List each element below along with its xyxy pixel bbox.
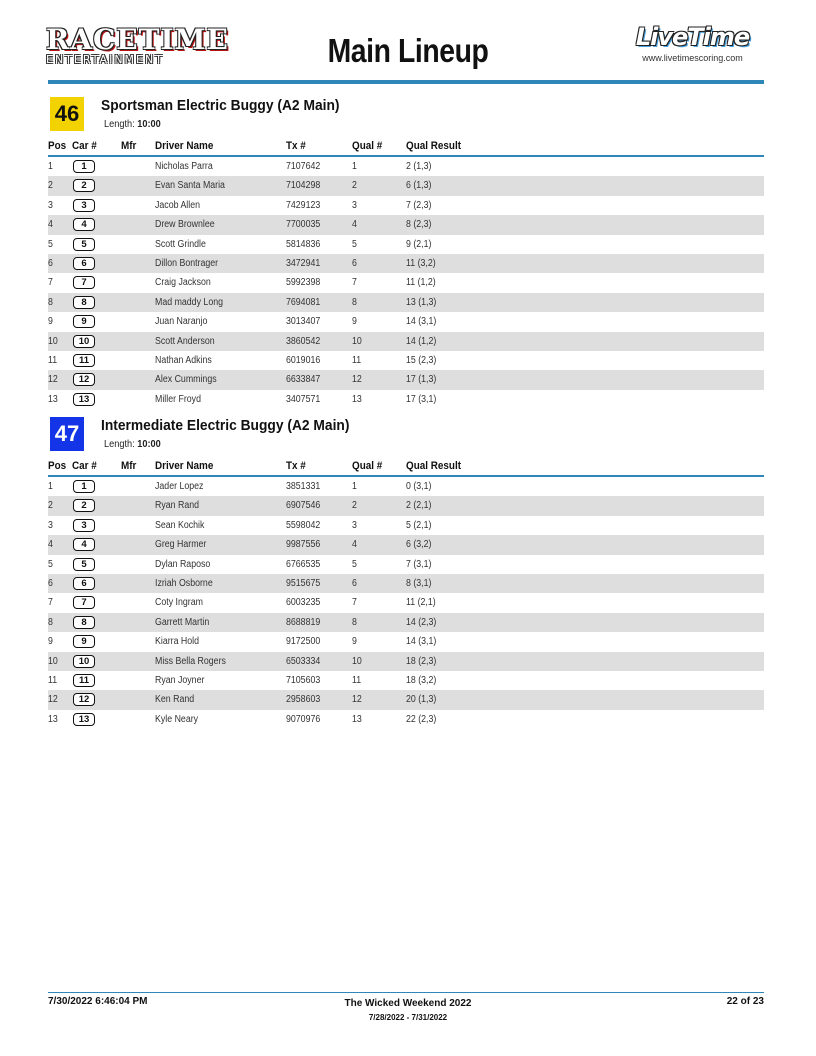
qual-cell: 3 [352, 199, 357, 211]
table-row [48, 593, 764, 612]
driver-name-cell: Scott Anderson [155, 335, 215, 347]
pos-cell: 3 [48, 519, 53, 531]
table-row [48, 652, 764, 671]
qual-cell: 13 [352, 713, 362, 725]
qual-result-cell: 17 (1,3) [406, 374, 437, 386]
table-row [48, 477, 764, 496]
driver-name-cell: Sean Kochik [155, 519, 205, 531]
qual-result-cell: 14 (1,2) [406, 335, 437, 347]
table-row [48, 273, 764, 292]
car-number-badge: 9 [73, 315, 95, 328]
car-number-badge: 4 [73, 218, 95, 231]
table-row [48, 496, 764, 515]
tx-cell: 6907546 [286, 500, 321, 512]
qual-cell: 5 [352, 238, 357, 250]
table-header [48, 138, 764, 157]
car-number-badge: 11 [73, 674, 95, 687]
pos-cell: 5 [48, 238, 53, 250]
pos-cell: 12 [48, 374, 58, 386]
table-row [48, 710, 764, 729]
qual-cell: 2 [352, 180, 357, 192]
pos-cell: 4 [48, 539, 53, 551]
qual-cell: 4 [352, 539, 357, 551]
livetime-logo-text: LiveTime [635, 23, 750, 51]
pos-cell: 9 [48, 636, 53, 648]
event-length-label: Length: [104, 439, 135, 450]
pos-cell: 11 [48, 674, 58, 686]
col-car: Car # [72, 140, 97, 152]
tx-cell: 6503334 [286, 655, 321, 667]
qual-result-cell: 2 (1,3) [406, 161, 432, 172]
driver-name-cell: Ken Rand [155, 694, 195, 706]
qual-cell: 11 [352, 674, 362, 686]
qual-cell: 13 [352, 393, 362, 405]
tx-cell: 3851331 [286, 481, 321, 492]
col-driver: Driver Name [155, 460, 214, 472]
driver-name-cell: Ryan Joyner [155, 674, 205, 686]
driver-name-cell: Jader Lopez [155, 481, 204, 492]
pos-cell: 1 [48, 481, 53, 492]
table-row [48, 574, 764, 593]
qual-cell: 10 [352, 655, 362, 667]
printed-timestamp: 7/30/2022 6:46:04 PM [48, 996, 148, 1007]
qual-result-cell: 6 (3,2) [406, 539, 432, 551]
driver-name-cell: Miller Froyd [155, 393, 201, 405]
qual-cell: 8 [352, 616, 357, 628]
qual-cell: 1 [352, 161, 357, 172]
lineup-table-body [48, 157, 764, 409]
footer-divider [48, 992, 764, 993]
qual-result-cell: 11 (2,1) [406, 597, 436, 609]
qual-cell: 9 [352, 316, 357, 328]
table-row [48, 632, 764, 651]
table-row [48, 671, 764, 690]
car-number-badge: 6 [73, 257, 95, 270]
qual-result-cell: 14 (2,3) [406, 616, 437, 628]
qual-result-cell: 15 (2,3) [406, 354, 437, 366]
tx-cell: 6019016 [286, 354, 321, 366]
driver-name-cell: Coty Ingram [155, 597, 203, 609]
page-number: 22 of 23 [726, 996, 764, 1007]
pos-cell: 5 [48, 558, 53, 570]
tx-cell: 7694081 [286, 296, 321, 308]
car-number-badge: 1 [73, 160, 95, 173]
table-row [48, 235, 764, 254]
qual-cell: 7 [352, 597, 357, 609]
table-row [48, 555, 764, 574]
col-tx: Tx # [286, 460, 306, 472]
table-row [48, 390, 764, 409]
event-length-label: Length: [104, 119, 135, 130]
qual-cell: 6 [352, 257, 357, 269]
qual-cell: 12 [352, 374, 362, 386]
driver-name-cell: Greg Harmer [155, 539, 207, 551]
driver-name-cell: Kiarra Hold [155, 636, 200, 648]
driver-name-cell: Izriah Osborne [155, 577, 213, 589]
event-length-value: 10:00 [137, 439, 161, 450]
table-row [48, 157, 764, 176]
pos-cell: 11 [48, 354, 58, 366]
driver-name-cell: Drew Brownlee [155, 219, 215, 231]
driver-name-cell: Garrett Martin [155, 616, 210, 628]
qual-result-cell: 18 (2,3) [406, 655, 437, 667]
tx-cell: 5598042 [286, 519, 321, 531]
car-number-badge: 13 [73, 393, 95, 406]
pos-cell: 8 [48, 296, 53, 308]
header-divider [48, 80, 764, 84]
table-row [48, 613, 764, 632]
car-number-badge: 10 [73, 655, 95, 668]
qual-result-cell: 8 (3,1) [406, 577, 432, 589]
driver-name-cell: Nicholas Parra [155, 161, 213, 172]
tx-cell: 7429123 [286, 199, 321, 211]
tx-cell: 8688819 [286, 616, 321, 628]
qual-cell: 5 [352, 558, 357, 570]
footer-event-dates: 7/28/2022 - 7/31/2022 [368, 1013, 448, 1022]
car-number-badge: 12 [73, 373, 95, 386]
car-number-badge: 11 [73, 354, 95, 367]
qual-result-cell: 22 (2,3) [406, 713, 437, 725]
car-number-badge: 13 [73, 713, 95, 726]
tx-cell: 7104298 [286, 180, 321, 192]
car-number-badge: 8 [73, 296, 95, 309]
table-row [48, 690, 764, 709]
qual-result-cell: 11 (1,2) [406, 277, 436, 289]
driver-name-cell: Juan Naranjo [155, 316, 208, 328]
tx-cell: 9515675 [286, 577, 321, 589]
pos-cell: 8 [48, 616, 53, 628]
tx-cell: 6003235 [286, 597, 321, 609]
event-number-badge: 47 [50, 417, 84, 451]
qual-cell: 1 [352, 481, 357, 492]
event-title: Intermediate Electric Buggy (A2 Main) [101, 417, 350, 434]
qual-result-cell: 13 (1,3) [406, 296, 437, 308]
qual-cell: 9 [352, 636, 357, 648]
livetime-logo [620, 24, 765, 63]
lineup-table-body [48, 477, 764, 729]
qual-result-cell: 9 (2,1) [406, 238, 432, 250]
qual-result-cell: 7 (3,1) [406, 558, 432, 570]
qual-result-cell: 2 (2,1) [406, 500, 432, 512]
pos-cell: 7 [48, 277, 53, 289]
col-pos: Pos [48, 460, 67, 472]
table-row [48, 312, 764, 331]
qual-result-cell: 11 (3,2) [406, 257, 436, 269]
driver-name-cell: Craig Jackson [155, 277, 211, 289]
table-row [48, 196, 764, 215]
pos-cell: 7 [48, 597, 53, 609]
car-number-badge: 1 [73, 480, 95, 493]
event-length [104, 439, 161, 450]
col-car: Car # [72, 460, 97, 472]
qual-cell: 12 [352, 694, 362, 706]
tx-cell: 9172500 [286, 636, 321, 648]
pos-cell: 2 [48, 180, 53, 192]
car-number-badge: 9 [73, 635, 95, 648]
tx-cell: 5814836 [286, 238, 321, 250]
racetime-logo-text: RACETIME [46, 23, 229, 56]
table-row [48, 332, 764, 351]
pos-cell: 9 [48, 316, 53, 328]
qual-cell: 10 [352, 335, 362, 347]
event-number-badge: 46 [50, 97, 84, 131]
col-mfr: Mfr [121, 460, 137, 472]
qual-result-cell: 20 (1,3) [406, 694, 437, 706]
qual-result-cell: 14 (3,1) [406, 636, 437, 648]
col-qual-result: Qual Result [406, 460, 462, 472]
pos-cell: 10 [48, 655, 58, 667]
event-length [104, 119, 161, 130]
driver-name-cell: Dylan Raposo [155, 558, 211, 570]
driver-name-cell: Jacob Allen [155, 199, 201, 211]
qual-result-cell: 17 (3,1) [406, 393, 437, 405]
footer-event [0, 998, 816, 1022]
car-number-badge: 6 [73, 577, 95, 590]
col-qual-result: Qual Result [406, 140, 462, 152]
col-qual: Qual # [352, 140, 383, 152]
pos-cell: 2 [48, 500, 53, 512]
tx-cell: 6766535 [286, 558, 321, 570]
event-length-value: 10:00 [137, 119, 161, 130]
qual-result-cell: 6 (1,3) [406, 180, 432, 192]
car-number-badge: 3 [73, 199, 95, 212]
pos-cell: 6 [48, 577, 53, 589]
car-number-badge: 5 [73, 558, 95, 571]
tx-cell: 3472941 [286, 257, 321, 269]
tx-cell: 2958603 [286, 694, 321, 706]
car-number-badge: 7 [73, 596, 95, 609]
driver-name-cell: Scott Grindle [155, 238, 206, 250]
table-row [48, 254, 764, 273]
car-number-badge: 2 [73, 179, 95, 192]
table-header [48, 458, 764, 477]
table-row [48, 176, 764, 195]
tx-cell: 7700035 [286, 219, 321, 231]
tx-cell: 3013407 [286, 316, 321, 328]
qual-cell: 7 [352, 277, 357, 289]
driver-name-cell: Ryan Rand [155, 500, 200, 512]
col-pos: Pos [48, 140, 67, 152]
qual-result-cell: 5 (2,1) [406, 519, 432, 531]
tx-cell: 3860542 [286, 335, 321, 347]
driver-name-cell: Nathan Adkins [155, 354, 212, 366]
qual-result-cell: 18 (3,2) [406, 674, 437, 686]
qual-cell: 8 [352, 296, 357, 308]
col-mfr: Mfr [121, 140, 137, 152]
tx-cell: 7105603 [286, 674, 321, 686]
qual-result-cell: 8 (2,3) [406, 219, 432, 231]
table-row [48, 351, 764, 370]
table-row [48, 215, 764, 234]
car-number-badge: 10 [73, 335, 95, 348]
pos-cell: 1 [48, 161, 53, 172]
qual-cell: 11 [352, 354, 362, 366]
qual-result-cell: 0 (3,1) [406, 481, 432, 492]
pos-cell: 13 [48, 393, 58, 405]
table-row [48, 370, 764, 389]
driver-name-cell: Kyle Neary [155, 713, 199, 725]
tx-cell: 9070976 [286, 713, 321, 725]
page-title: Main Lineup [327, 32, 489, 69]
qual-result-cell: 7 (2,3) [406, 199, 432, 211]
col-driver: Driver Name [155, 140, 214, 152]
car-number-badge: 3 [73, 519, 95, 532]
tx-cell: 7107642 [286, 161, 321, 172]
table-row [48, 293, 764, 312]
pos-cell: 13 [48, 713, 58, 725]
car-number-badge: 2 [73, 499, 95, 512]
pos-cell: 6 [48, 257, 53, 269]
driver-name-cell: Dillon Bontrager [155, 257, 219, 269]
col-qual: Qual # [352, 460, 383, 472]
car-number-badge: 4 [73, 538, 95, 551]
qual-cell: 6 [352, 577, 357, 589]
tx-cell: 9987556 [286, 539, 321, 551]
qual-result-cell: 14 (3,1) [406, 316, 437, 328]
pos-cell: 12 [48, 694, 58, 706]
qual-cell: 3 [352, 519, 357, 531]
table-row [48, 516, 764, 535]
car-number-badge: 5 [73, 238, 95, 251]
pos-cell: 3 [48, 199, 53, 211]
driver-name-cell: Alex Cummings [155, 374, 217, 386]
table-row [48, 535, 764, 554]
driver-name-cell: Evan Santa Maria [155, 180, 225, 192]
tx-cell: 6633847 [286, 374, 321, 386]
racetime-logo-subtext: ENTERTAINMENT [46, 53, 164, 66]
event-title: Sportsman Electric Buggy (A2 Main) [101, 97, 340, 114]
livetime-url: www.livetimescoring.com [642, 53, 743, 63]
driver-name-cell: Miss Bella Rogers [155, 655, 226, 667]
car-number-badge: 12 [73, 693, 95, 706]
footer-event-name: The Wicked Weekend 2022 [344, 998, 472, 1009]
qual-cell: 2 [352, 500, 357, 512]
car-number-badge: 8 [73, 616, 95, 629]
tx-cell: 5992398 [286, 277, 321, 289]
qual-cell: 4 [352, 219, 357, 231]
tx-cell: 3407571 [286, 393, 321, 405]
driver-name-cell: Mad maddy Long [155, 296, 224, 308]
car-number-badge: 7 [73, 276, 95, 289]
col-tx: Tx # [286, 140, 306, 152]
pos-cell: 4 [48, 219, 53, 231]
pos-cell: 10 [48, 335, 58, 347]
